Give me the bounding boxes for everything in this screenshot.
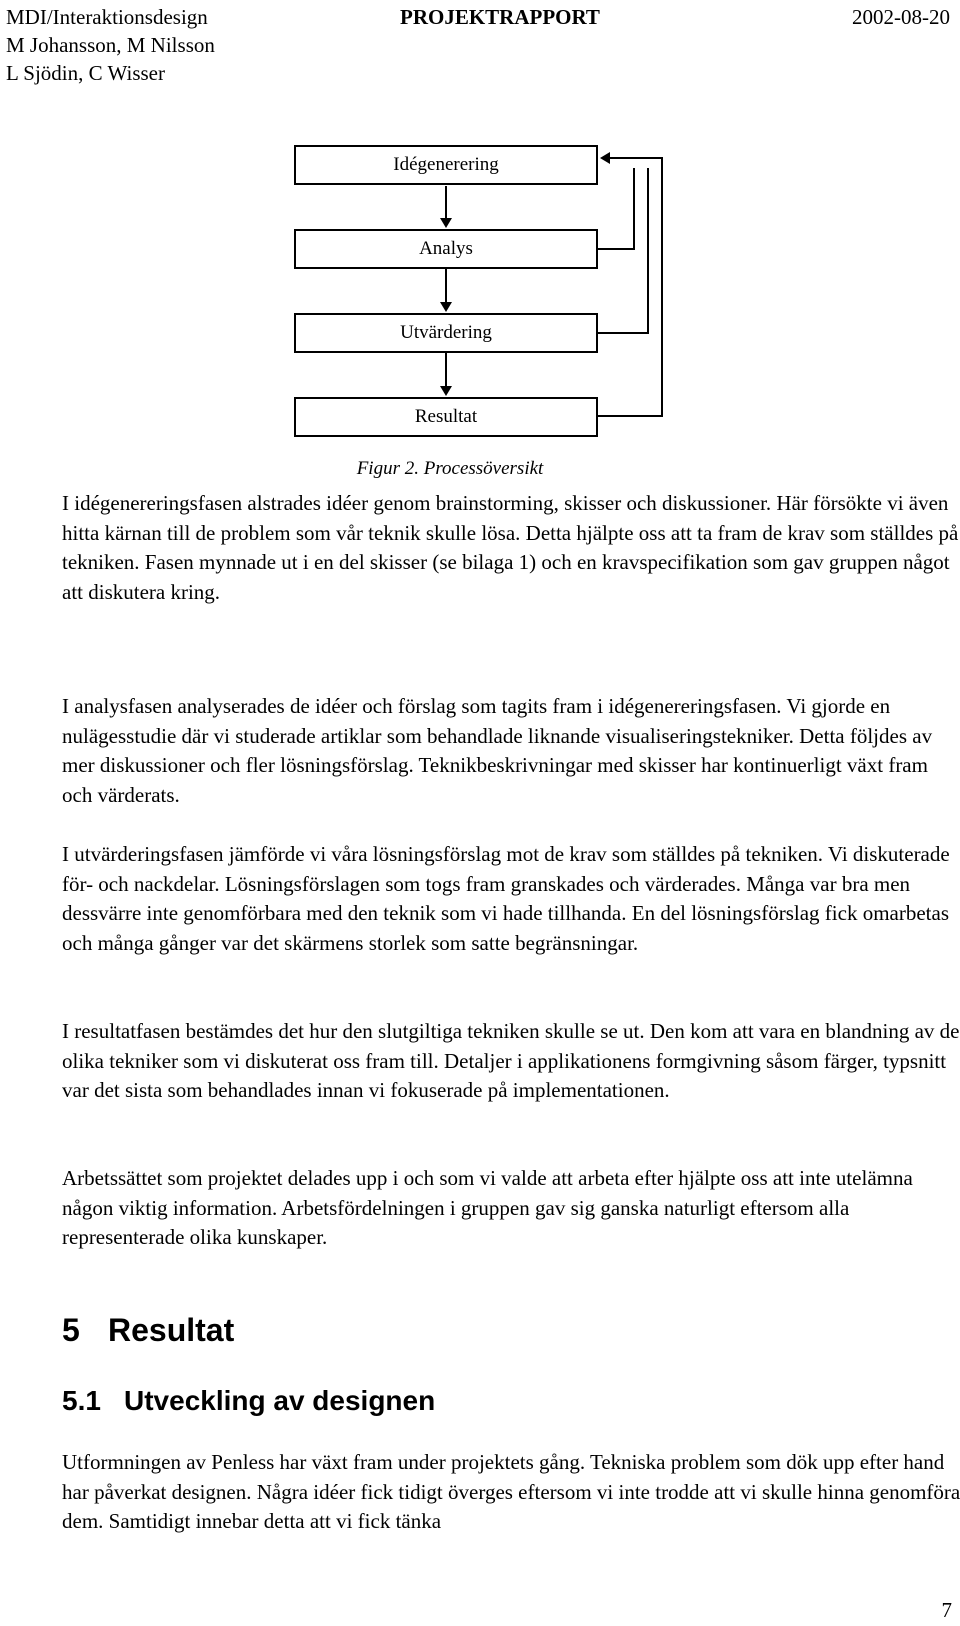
process-diagram-connectors (0, 0, 960, 450)
header-date: 2002-08-20 (852, 5, 950, 29)
process-step-utvardering: Utvärdering (294, 313, 598, 353)
arrow-step-2-to-3 (440, 269, 452, 312)
process-step-resultat: Resultat (294, 397, 598, 437)
subsection-title: Utveckling av designen (124, 1385, 436, 1416)
header-line-authors-2: L Sjödin, C Wisser (6, 61, 165, 85)
header-line-course: MDI/Interaktionsdesign (6, 5, 208, 29)
paragraph-analys: I analysfasen analyserades de idéer och förslag som tagits fram i idégenereringsfasen. Vi gjorde en nulägesstudie där vi studerade artiklar som behandlade liknande visualiseringstekniker. Detta följdes av mer diskussioner och fler lösningsförslag. Teknikbeskrivningar med skisser har kontinuerligt växt fram och värderats. (62, 694, 933, 807)
paragraph-utvardering: I utvärderingsfasen jämförde vi våra lösningsförslag mot de krav som ställdes på tekniken. Vi diskuterade för- och nackdelar. Lösningsförslagen som togs fram granskades och värderades. Många var bra men dessvärre inte genomförbara med den teknik som vi hade tillhanda. En del lösningsförslag fick omarbetas och många gånger var det skärmens storlek som satte begränsningar. (62, 842, 950, 955)
feedback-loop-inner (598, 168, 634, 249)
section-heading (62, 1310, 234, 1350)
section-title: Resultat (108, 1312, 235, 1348)
header-line-authors-1: M Johansson, M Nilsson (6, 33, 215, 57)
page-number: 7 (941, 1598, 952, 1622)
subsection-number: 5.1 (62, 1385, 101, 1416)
process-step-idegenerering: Idégenerering (294, 145, 598, 185)
header-report-title: PROJEKTRAPPORT (400, 5, 600, 29)
paragraph-resultat: I resultatfasen bestämdes det hur den slutgiltiga tekniken skulle se ut. Den kom att vara en blandning av de olika tekniker som vi diskuterat oss fram till. Detaljer i applikationens formgivning såsom färger, typsnitt var det sista som behandlades innan vi fokuserade på implementationen. (62, 1019, 960, 1103)
feedback-loop-middle (598, 168, 648, 333)
arrow-step-3-to-4 (440, 353, 452, 396)
process-step-analys: Analys (294, 229, 598, 269)
paragraph-arbetssatt: Arbetssättet som projektet delades upp i och som vi valde att arbeta efter hjälpte oss att inte utelämna någon viktig information. Arbetsfördelningen i gruppen gav sig ganska naturligt eftersom alla representerade olika kunskaper. (62, 1166, 913, 1250)
feedback-loop-outer (598, 152, 662, 416)
figure-caption: Figur 2. Processöversikt (356, 458, 544, 479)
paragraph-idegenerering: I idégenereringsfasen alstrades idéer genom brainstorming, skisser och diskussioner. Här försökte vi även hitta kärnan till de problem som vår teknik skulle lösa. Detta hjälpte oss att ta fram de krav som ställdes på tekniken. Fasen mynnade ut i en del skisser (se bilaga 1) och en kravspecifikation som gav gruppen något att diskutera kring. (62, 491, 959, 604)
subsection-heading (62, 1383, 435, 1419)
paragraph-utveckling: Utformningen av Penless har växt fram under projektets gång. Tekniska problem som dök upp efter hand har påverkat designen. Några idéer fick tidigt överges eftersom vi inte trodde att vi skulle hinna genomföra dem. Samtidigt innebar detta att vi fick tänka (62, 1450, 960, 1534)
arrow-step-1-to-2 (440, 186, 452, 228)
section-number: 5 (62, 1312, 80, 1348)
